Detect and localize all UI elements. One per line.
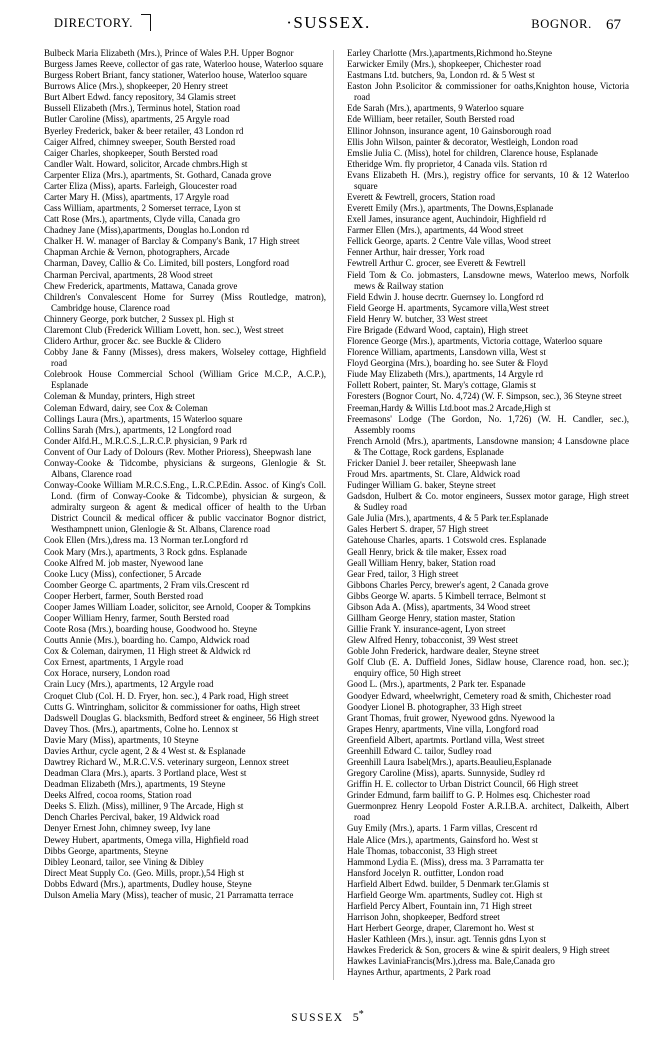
directory-entry: Cobby Jane & Fanny (Misses), dress makers, Wolseley cottage, Highfield road [44, 347, 326, 369]
directory-entry: Chadney Jane (Miss),apartments, Douglas ho.London rd [44, 225, 250, 236]
directory-entry: Greenhill Edward C. tailor, Sudley road [347, 745, 492, 756]
directory-entry: Convent of Our Lady of Dolours (Rev. Mother Prioress), Sheepwash lane [44, 446, 312, 457]
directory-entry: Freemasons' Lodge (The Gordon, No. 1,726) (W. H. Candler, sec.), Assembly rooms [347, 413, 629, 435]
directory-entry: Bussell Elizabeth (Mrs.), Terminus hotel, Station road [44, 103, 241, 114]
directory-entry: Griffin H. E. collector to Urban District Council, 66 High street [347, 779, 579, 790]
running-head-right [531, 16, 621, 33]
directory-entry: Greenhill Laura Isabel(Mrs.), aparts.Beaulieu,Esplanade [347, 757, 552, 767]
directory-entry: Farmer Ellen (Mrs.), apartments, 44 Wood street [347, 225, 524, 236]
directory-entry: Deadman Elizabeth (Mrs.), apartments, 19 Steyne [44, 779, 226, 790]
directory-entry: Collins Sarah (Mrs.), apartments, 12 Longford road [44, 424, 232, 435]
directory-entry: Ede William, beer retailer, South Bersted road [347, 114, 515, 125]
directory-entry: Cook Mary (Mrs.), apartments, 3 Rock gdns. Esplanade [44, 546, 247, 557]
directory-entry: Etheridge Wm. fly proprietor, 4 Canada vils. Station rd [347, 158, 548, 169]
directory-entry: Gibson Ada A. (Miss), apartments, 34 Wood street [347, 601, 531, 612]
directory-entry: Cutts G. Wintringham, solicitor & commissioner for oaths, High street [44, 701, 301, 712]
directory-entry: Earley Charlotte (Mrs.),apartments,Richmond ho.Steyne [347, 48, 553, 58]
directory-entry: Conway-Cooke & Tidcombe, physicians & surgeons, Glenlogie & St. Albans, Clarence road [44, 457, 326, 479]
directory-entry: Coleman Edward, dairy, see Cox & Coleman [44, 402, 208, 413]
running-head-left-label: DIRECTORY. [54, 16, 134, 30]
directory-entry: Gregory Caroline (Miss), aparts. Sunnyside, Sudley rd [347, 768, 545, 779]
directory-entry: Hawkes Frederick & Son, grocers & wine & spirit dealers, 9 High street [347, 945, 610, 956]
directory-entry: Froud Mrs. apartments, St. Clare, Aldwick road [347, 468, 520, 479]
directory-entry: Good L. (Mrs.), apartments, 2 Park ter. Espanade [347, 679, 526, 690]
directory-entry: Eastmans Ltd. butchers, 9a, London rd. & 5 West st [347, 70, 535, 81]
directory-entry: Glew Alfred Henry, tobacconist, 39 West street [347, 635, 518, 646]
directory-entry: Davies Arthur, cycle agent, 2 & 4 West st. & Esplanade [44, 745, 246, 756]
footer-signature [353, 1010, 364, 1024]
directory-entry: Cooke Lucy (Miss), confectioner, 5 Arcade [44, 568, 202, 579]
directory-entry: Gibbs George W. aparts. 5 Kimbell terrace, Belmont st [347, 590, 546, 601]
directory-entry: Dadswell Douglas G. blacksmith, Bedford street & engineer, 56 High street [44, 712, 319, 723]
directory-entry: Hasler Kathleen (Mrs.), insur. agt. Tennis gdns Lyon st [347, 934, 547, 945]
column-divider [333, 50, 334, 980]
directory-entry: Coote Rosa (Mrs.), boarding house, Goodwood ho. Steyne [44, 624, 258, 635]
directory-entry: Cooke Alfred M. job master, Nyewood lane [44, 557, 204, 568]
directory-entry: Fiude May Elizabeth (Mrs.), apartments, 14 Argyle rd [347, 369, 544, 380]
directory-entry: Gadsdon, Hulbert & Co. motor engineers, Sussex motor garage, High street & Sudley road [347, 491, 629, 513]
directory-entry: Greenfield Albert, apartmts. Portland villa, West street [347, 734, 545, 745]
directory-entry: Dibbs George, apartments, Steyne [44, 845, 168, 856]
directory-entry: Chew Frederick, apartments, Mattawa, Canada grove [44, 280, 238, 291]
directory-entry: Gibbons Charles Percy, brewer's agent, 2 Canada grove [347, 579, 549, 590]
directory-entry: Denyer Ernest John, chimney sweep, Ivy lane [44, 823, 211, 834]
directory-entry: Floyd Georgina (Mrs.), boarding ho. see Suter & Floyd [347, 358, 548, 369]
directory-entry: Grapes Henry, apartments, Vine villa, Longford road [347, 723, 539, 734]
directory-entry: Guy Emily (Mrs.), aparts. 1 Farm villas, Crescent rd [347, 823, 538, 834]
directory-entry: Field Henry W. butcher, 33 West street [347, 313, 488, 324]
directory-entry: Cooper William Henry, farmer, South Bersted road [44, 612, 230, 623]
directory-entry: Chalker H. W. manager of Barclay & Company's Bank, 17 High street [44, 236, 300, 247]
directory-entry: Gales Herbert S. draper, 57 High street [347, 524, 489, 535]
directory-entry: Golf Club (E. A. Duffield Jones, Sidlaw house, Clarence road, hon. sec.); enquiry office, 50 High street [347, 657, 629, 679]
directory-entry: Ellinor Johnson, insurance agent, 10 Gainsborough road [347, 125, 552, 136]
directory-entry: Ellis John Wilson, painter & decorator, Westleigh, London road [347, 136, 578, 147]
directory-entry: Field George H. apartments, Sycamore villa,West street [347, 302, 549, 313]
running-head-county-title: ·SUSSEX. [286, 13, 371, 32]
directory-entry: Byerley Frederick, baker & beer retailer, 43 London rd [44, 125, 244, 136]
directory-entry: Cox Ernest, apartments, 1 Argyle road [44, 657, 184, 668]
directory-entry: Freeman,Hardy & Willis Ltd.boot mas.2 Arcade,High st [347, 402, 551, 413]
directory-entry: Fire Brigade (Edward Wood, captain), High street [347, 324, 529, 335]
directory-entry: Burt Albert Edwd. fancy repository, 34 Glamis street [44, 92, 236, 103]
directory-entry: Fenner Arthur, hair dresser, York road [347, 247, 485, 258]
directory-entry: Field Tom & Co. jobmasters, Lansdowne mews, Waterloo mews, Norfolk mews & Railway station [347, 269, 629, 291]
directory-entry: Harrison John, shopkeeper, Bedford street [347, 912, 500, 923]
directory-entry: Cass William, apartments, 2 Somerset terrace, Lyon st [44, 203, 241, 214]
directory-entry: Chinnery George, pork butcher, 2 Sussex pl. High st [44, 313, 234, 324]
directory-entry: Fricker Daniel J. beer retailer, Sheepwash lane [347, 457, 517, 468]
directory-entry: Harfield Percy Albert, Fountain inn, 71 High street [347, 901, 532, 912]
directory-entry: Gatehouse Charles, aparts. 1 Cotswold cres. Esplanade [347, 535, 547, 546]
directory-entry: Goodyer Lionel B. photographer, 33 High street [347, 701, 522, 712]
directory-entry: Croquet Club (Col. H. D. Fryer, hon. sec.), 4 Park road, High street [44, 690, 289, 701]
directory-entry: Collings Laura (Mrs.), apartments, 15 Waterloo square [44, 413, 243, 424]
directory-entry: Candler Walt. Howard, solicitor, Arcade chmbrs.High st [44, 158, 248, 169]
directory-entry: Children's Convalescent Home for Surrey (Miss Routledge, matron), Cambridge house, Clarence road [44, 291, 326, 313]
directory-entry: Direct Meat Supply Co. (Geo. Mills, propr.),54 High st [44, 867, 245, 878]
directory-entry: Gillie Frank Y. insurance-agent, Lyon street [347, 624, 506, 635]
directory-entry: Grinder Edmund, farm bailiff to G. P. Holmes esq. Chichester road [347, 790, 591, 801]
directory-entry: Burgess Robert Briant, fancy stationer, Waterloo house, Waterloo square [44, 70, 308, 81]
directory-entry: Guermonprez Henry Leopold Foster A.R.I.B.A. architect, Dalkeith, Albert road [347, 801, 629, 823]
directory-column-left [44, 48, 335, 901]
directory-entry: Caiger Charles, shopkeeper, South Bersted road [44, 147, 218, 158]
directory-columns [44, 48, 629, 979]
directory-entry: Conder Alfd.H., M.R.C.S.,L.R.C.P. physician, 9 Park rd [44, 435, 247, 446]
directory-entry: Dawtrey Richard W., M.R.C.V.S. veterinary surgeon, Lennox street [44, 757, 289, 767]
directory-entry: Coomber George C. apartments, 2 Fram vils.Crescent rd [44, 579, 250, 590]
directory-entry: Burgess James Reeve, collector of gas rate, Waterloo house, Waterloo square [44, 59, 324, 70]
directory-entry: Deadman Clara (Mrs.), aparts. 3 Portland place, West st [44, 768, 247, 779]
directory-entry: Grant Thomas, fruit grower, Nyewood gdns. Nyewood la [347, 712, 555, 723]
directory-entry: Geall William Henry, baker, Station road [347, 557, 496, 568]
directory-entry: Butler Caroline (Miss), apartments, 25 Argyle road [44, 114, 230, 125]
directory-entry: Charman, Davey, Callio & Co. Limited, bill posters, Longford road [44, 258, 290, 269]
directory-entry: Carter Eliza (Miss), aparts. Farleigh, Gloucester road [44, 180, 237, 191]
directory-entry: Dobbs Edward (Mrs.), apartments, Dudley house, Steyne [44, 878, 252, 889]
directory-entry: Foresters (Bognor Court, No. 4,724) (W. F. Simpson, sec.), 36 Steyne street [347, 391, 622, 402]
directory-entry: Dench Charles Percival, baker, 19 Aldwick road [44, 812, 220, 823]
directory-entry: Geall Henry, brick & tile maker, Essex road [347, 546, 507, 557]
directory-entry: Harfield Albert Edwd. builder, 5 Denmark ter.Glamis st [347, 878, 549, 889]
directory-entry: Davey Thos. (Mrs.), apartments, Colne ho. Lennox st [44, 723, 239, 734]
directory-column-right [335, 48, 629, 979]
directory-entry: Crain Lucy (Mrs.), apartments, 12 Argyle road [44, 679, 214, 690]
directory-entry: Gale Julia (Mrs.), apartments, 4 & 5 Park ter.Esplanade [347, 513, 549, 524]
directory-entry: Cox Horace, nursery, London road [44, 668, 170, 679]
directory-entry: Ede Sarah (Mrs.), apartments, 9 Waterloo square [347, 103, 524, 114]
directory-entry: Chapman Archie & Vernon, photographers, Arcade [44, 247, 230, 258]
directory-entry: Charman Percival, apartments, 28 Wood street [44, 269, 213, 280]
directory-entry: Haynes Arthur, apartments, 2 Park road [347, 967, 491, 978]
directory-entry: Hawkes LaviniaFrancis(Mrs.),dress ma. Bale,Canada gro [347, 956, 555, 967]
directory-entry: Cooper James William Loader, solicitor, see Arnold, Cooper & Tompkins [44, 601, 311, 612]
directory-entry: Claremont Club (Frederick William Lovett, hon. sec.), West street [44, 324, 284, 335]
directory-entry: Earwicker Emily (Mrs.), shopkeeper, Chichester road [347, 59, 542, 70]
directory-entry: Hale Thomas, tobacconist, 33 High street [347, 845, 498, 856]
directory-entry: Exell James, insurance agent, Auchindoir, Highfield rd [347, 214, 546, 225]
directory-entry: Cox & Coleman, dairymen, 11 High street & Aldwick rd [44, 646, 251, 657]
directory-entry: Everett & Fewtrell, grocers, Station road [347, 192, 495, 203]
directory-entry: Bulbeck Maria Elizabeth (Mrs.), Prince of Wales P.H. Upper Bognor [44, 48, 294, 58]
footer-volume-label: SUSSEX [291, 1012, 344, 1024]
directory-entry: Conway-Cooke William M.R.C.S.Eng., L.R.C.P.Edin. Assoc. of King's Coll. Lond. (firm of Conway-Cooke & Tidcombe), physician & surgeon, & admiralty surgeon & agent & medical officer of health to the Urban District Council & medical officer & public vaccinator Bognor district, Westhampnett union, Glenlogie & St. Albans, Clarence road [44, 480, 326, 535]
directory-entry: Carter Mary H. (Miss), apartments, 17 Argyle road [44, 192, 229, 203]
directory-entry: Caiger Alfred, chimney sweeper, South Bersted road [44, 136, 236, 147]
directory-entry: Fellick George, aparts. 2 Centre Vale villas, Wood street [347, 236, 551, 247]
running-head [30, 14, 627, 44]
directory-entry: Catt Rose (Mrs.), apartments, Clyde villa, Canada gro [44, 214, 240, 225]
directory-entry: Coleman & Munday, printers, High street [44, 391, 195, 402]
directory-entry: Hammond Lydia E. (Miss), dress ma. 3 Parramatta ter [347, 856, 544, 867]
directory-entry: Burrows Alice (Mrs.), shopkeeper, 20 Henry street [44, 81, 228, 92]
directory-entry: Colebrook House Commercial School (William Grice M.C.P., A.C.P.), Esplanade [44, 369, 326, 391]
directory-entry: Gear Fred, tailor, 3 High street [347, 568, 459, 579]
directory-entry: Florence George (Mrs.), apartments, Victoria cottage, Waterloo square [347, 336, 603, 347]
directory-entry: Emslie Julia C. (Miss), hotel for children, Clarence house, Esplanade [347, 147, 598, 158]
directory-entry: Hart Herbert George, draper, Claremont ho. West st [347, 923, 535, 934]
directory-entry: Gillham George Henry, station master, Station [347, 612, 515, 623]
directory-entry: Dibley Leonard, tailor, see Vining & Dibley [44, 856, 204, 867]
directory-entry: Fewtrell Arthur C. grocer, see Everett & Fewtrell [347, 258, 526, 269]
directory-entry: Goble John Frederick, hardware dealer, Steyne street [347, 646, 540, 657]
directory-entry: Deeks S. Elizh. (Miss), milliner, 9 The Arcade, High st [44, 801, 244, 812]
directory-entry: Deeks Alfred, cocoa rooms, Station road [44, 790, 192, 801]
page-number: 67 [606, 17, 621, 33]
directory-entry: Dewey Hubert, apartments, Omega villa, Highfield road [44, 834, 249, 845]
directory-entry: Hansford Jocelyn R. outfitter, London road [347, 867, 504, 878]
directory-entry: Cooper Herbert, farmer, South Bersted road [44, 590, 204, 601]
directory-entry: Follett Robert, painter, St. Mary's cottage, Glamis st [347, 380, 537, 391]
directory-entry: Cook Ellen (Mrs.),dress ma. 13 Norman ter.Longford rd [44, 535, 248, 546]
directory-entry: Evans Elizabeth H. (Mrs.), registry office for servants, 10 & 12 Waterloo square [347, 169, 629, 191]
footer-signature-mark: * [358, 1009, 364, 1020]
footer-signature-number: 5 [352, 1010, 359, 1024]
directory-entry: Carpenter Eliza (Mrs.), apartments, St. Gothard, Canada grove [44, 169, 272, 180]
directory-entry: Florence William, apartments, Lansdown villa, West st [347, 347, 546, 358]
directory-entry: Coutts Annie (Mrs.), boarding ho. Campo, Aldwick road [44, 635, 250, 646]
directory-entry: French Arnold (Mrs.), apartments, Lansdowne mansion; 4 Lansdowne place & The Cottage, Rock gardens, Esplanade [347, 435, 629, 457]
directory-entry: Goodyer Edward, wheelwright, Cemetery road & smith, Chichester road [347, 690, 611, 701]
directory-entry: Everett Emily (Mrs.), apartments, The Downs,Esplanade [347, 203, 554, 214]
directory-entry: Hale Alice (Mrs.), apartments, Gainsford ho. West st [347, 834, 539, 845]
directory-entry: Davie Mary (Miss), apartments, 10 Steyne [44, 734, 199, 745]
directory-entry: Field Edwin J. house decrtr. Guernsey lo. Longford rd [347, 291, 544, 302]
running-head-place-label: BOGNOR. [531, 17, 592, 31]
directory-entry: Clidero Arthur, grocer &c. see Buckle & Clidero [44, 336, 221, 347]
directory-entry: Dulson Amelia Mary (Miss), teacher of music, 21 Parramatta terrace [44, 889, 294, 900]
directory-entry: Fudinger William G. baker, Steyne street [347, 480, 496, 491]
directory-page [0, 14, 655, 1037]
directory-entry: Harfield George Wm. apartments, Sudley cot. High st [347, 889, 543, 900]
directory-entry: Easton John P.solicitor & commissioner for oaths,Knighton house, Victoria road [347, 81, 629, 103]
